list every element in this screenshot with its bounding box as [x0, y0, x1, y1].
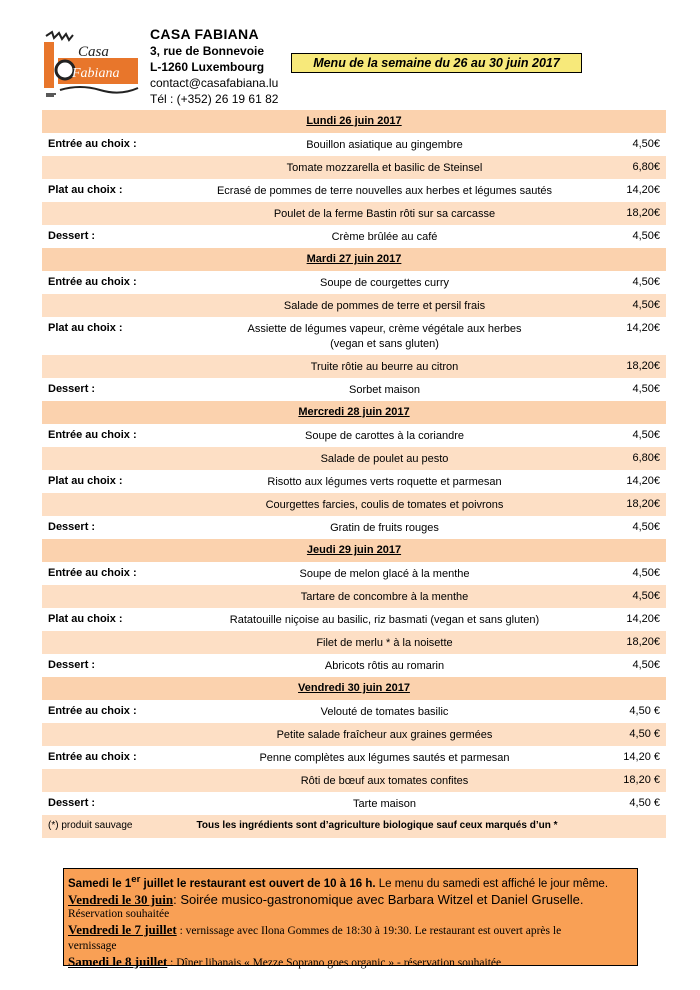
- announcement-highlight: Samedi le 1er juillet le restaurant est ouvert de 10 à 16 h.: [68, 874, 376, 890]
- course-label: Entrée au choix :: [48, 567, 137, 579]
- dish-price: 14,20€: [626, 613, 660, 625]
- dish-price: 4,50 €: [629, 797, 660, 809]
- menu-row: [42, 447, 666, 470]
- dish-price: 4,50€: [632, 521, 660, 533]
- dish-price: 4,50 €: [629, 728, 660, 740]
- day-name: Vendredi 30 juin 2017: [298, 682, 410, 694]
- phone-number: Tél : (+352) 26 19 61 82: [150, 92, 279, 106]
- dish-name: Ratatouille niçoise au basilic, riz basmati (vegan et sans gluten): [229, 614, 540, 626]
- menu-row: [42, 133, 666, 156]
- footnote-wild-product: (*) produit sauvage: [48, 820, 133, 831]
- dish-name: Risotto aux légumes verts roquette et parmesan: [267, 476, 502, 488]
- course-label: Plat au choix :: [48, 184, 123, 196]
- dish-name: Velouté de tomates basilic: [320, 706, 449, 718]
- course-label: Dessert :: [48, 521, 96, 533]
- menu-row: [42, 179, 666, 202]
- dish-name: Crème brûlée au café: [331, 231, 438, 243]
- menu-row: [42, 225, 666, 248]
- dish-name: Abricots rôtis au romarin: [324, 660, 445, 672]
- course-label: Dessert :: [48, 797, 96, 809]
- dish-price: 18,20€: [626, 636, 660, 648]
- announcement-date: Vendredi le 7 juillet: [68, 921, 177, 937]
- dish-price: 4,50€: [632, 276, 660, 288]
- dish-name: Gratin de fruits rouges: [330, 522, 439, 534]
- address-city: L-1260 Luxembourg: [150, 60, 265, 74]
- announcements-box: [63, 868, 638, 969]
- dish-price: 18,20 €: [623, 774, 660, 786]
- dish-name: Tartare de concombre à la menthe: [300, 591, 469, 603]
- dish-price: 14,20€: [626, 475, 660, 487]
- menu-row: [42, 378, 666, 401]
- announcement-lebanese-dinner: Samedi le 8 juillet : Dîner libanais « Mezze Soprano goes organic » - réservation souhaitée: [68, 953, 502, 969]
- dish-name: Tarte maison: [353, 798, 416, 810]
- dish-name: Sorbet maison: [349, 384, 420, 396]
- svg-text:Fabiana: Fabiana: [72, 66, 120, 81]
- dish-name: Tomate mozzarella et basilic de Steinsel: [286, 162, 483, 174]
- day-header: [42, 401, 666, 424]
- day-name: Mardi 27 juin 2017: [306, 253, 402, 265]
- course-label: Dessert :: [48, 383, 96, 395]
- svg-text:Casa: Casa: [78, 44, 109, 60]
- dish-name: Bouillon asiatique au gingembre: [306, 139, 463, 151]
- dish-name: Salade de poulet au pesto: [320, 453, 449, 465]
- dish-price: 4,50€: [632, 383, 660, 395]
- menu-row: [42, 562, 666, 585]
- day-name: Jeudi 29 juin 2017: [306, 544, 402, 556]
- course-label: Entrée au choix :: [48, 429, 137, 441]
- menu-row: [42, 769, 666, 792]
- course-label: Plat au choix :: [48, 322, 123, 334]
- dish-price: 4,50€: [632, 659, 660, 671]
- announcement-reservation: Réservation souhaitée: [68, 907, 170, 920]
- dish-price: 14,20€: [626, 184, 660, 196]
- day-name: Lundi 26 juin 2017: [306, 115, 402, 127]
- menu-row: [42, 608, 666, 631]
- announcement-vernissage-cont: vernissage: [68, 939, 117, 952]
- dish-name: Penne complètes aux légumes sautés et parmesan: [259, 752, 510, 764]
- menu-row: [42, 294, 666, 317]
- menu-title: Menu de la semaine du 26 au 30 juin 2017: [291, 53, 582, 73]
- dish-name: Soupe de courgettes curry: [319, 277, 450, 289]
- menu-table: [42, 110, 666, 838]
- casa-fabiana-logo: [42, 30, 140, 100]
- menu-row: [42, 317, 666, 355]
- dish-price: 4,50€: [632, 299, 660, 311]
- course-label: Dessert :: [48, 230, 96, 242]
- restaurant-address: [150, 26, 278, 107]
- menu-row: [42, 631, 666, 654]
- dish-name: [172, 322, 597, 352]
- dish-price: 4,50€: [632, 429, 660, 441]
- dish-name: Salade de pommes de terre et persil frais: [283, 300, 486, 312]
- day-name: Mercredi 28 juin 2017: [298, 406, 410, 418]
- day-header: [42, 677, 666, 700]
- course-label: Entrée au choix :: [48, 705, 137, 717]
- course-label: Entrée au choix :: [48, 276, 137, 288]
- dish-price: 18,20€: [626, 207, 660, 219]
- dish-price: 4,50 €: [629, 705, 660, 717]
- announcement-date: Samedi le 8 juillet: [68, 953, 168, 969]
- menu-row: [42, 700, 666, 723]
- dish-price: 4,50€: [632, 567, 660, 579]
- dish-price: 4,50€: [632, 138, 660, 150]
- menu-row: [42, 585, 666, 608]
- dish-price: 4,50€: [632, 230, 660, 242]
- menu-row: [42, 355, 666, 378]
- dish-line-2: (vegan et sans gluten): [330, 338, 439, 350]
- menu-row: [42, 470, 666, 493]
- footnote-row: [42, 815, 666, 838]
- announcement-friday-concert: Vendredi le 30 juin: Soirée musico-gastronomique avec Barbara Witzel et Daniel Gruselle.: [68, 891, 584, 907]
- announcement-date: Vendredi le 30 juin: [68, 891, 174, 907]
- menu-row: [42, 746, 666, 769]
- day-header: [42, 248, 666, 271]
- course-label: Dessert :: [48, 659, 96, 671]
- course-label: Entrée au choix :: [48, 751, 137, 763]
- menu-row: [42, 202, 666, 225]
- restaurant-name: CASA FABIANA: [150, 26, 259, 42]
- dish-price: 14,20 €: [623, 751, 660, 763]
- dish-price: 18,20€: [626, 360, 660, 372]
- dish-name: Petite salade fraîcheur aux graines germées: [276, 729, 493, 741]
- dish-name: Filet de merlu * à la noisette: [316, 637, 453, 649]
- address-street: 3, rue de Bonnevoie: [150, 44, 265, 58]
- dish-line: Assiette de légumes vapeur, crème végétale aux herbes: [247, 323, 522, 335]
- menu-row: [42, 654, 666, 677]
- dish-name: Poulet de la ferme Bastin rôti sur sa carcasse: [273, 208, 496, 220]
- day-header: [42, 539, 666, 562]
- dish-price: 14,20€: [626, 322, 660, 334]
- dish-price: 18,20€: [626, 498, 660, 510]
- menu-row: [42, 516, 666, 539]
- menu-row: [42, 156, 666, 179]
- menu-row: [42, 493, 666, 516]
- menu-row: [42, 723, 666, 746]
- dish-price: 6,80€: [632, 161, 660, 173]
- email-address[interactable]: contact@casafabiana.lu: [150, 76, 279, 90]
- dish-price: 4,50€: [632, 590, 660, 602]
- dish-name: Soupe de melon glacé à la menthe: [299, 568, 470, 580]
- announcement-vernissage: Vendredi le 7 juillet : vernissage avec Ilona Gommes de 18:30 à 19:30. Le restaurant est ouvert après le: [68, 921, 562, 937]
- dish-name: Rôti de bœuf aux tomates confites: [300, 775, 469, 787]
- menu-row: [42, 424, 666, 447]
- course-label: Entrée au choix :: [48, 138, 137, 150]
- footnote-organic: Tous les ingrédients sont d’agriculture biologique sauf ceux marqués d’un *: [196, 820, 558, 831]
- day-header: [42, 110, 666, 133]
- dish-name: Truite rôtie au beurre au citron: [310, 361, 459, 373]
- announcement-saturday-hours: Samedi le 1er juillet le restaurant est ouvert de 10 à 16 h. Le menu du samedi est affiché le jour même.: [68, 874, 609, 890]
- dish-name: Ecrasé de pommes de terre nouvelles aux herbes et légumes sautés: [216, 185, 553, 197]
- course-label: Plat au choix :: [48, 475, 123, 487]
- dish-name: Courgettes farcies, coulis de tomates et poivrons: [265, 499, 504, 511]
- menu-row: [42, 792, 666, 815]
- menu-row: [42, 271, 666, 294]
- dish-name: Soupe de carottes à la coriandre: [305, 430, 464, 442]
- dish-price: 6,80€: [632, 452, 660, 464]
- course-label: Plat au choix :: [48, 613, 123, 625]
